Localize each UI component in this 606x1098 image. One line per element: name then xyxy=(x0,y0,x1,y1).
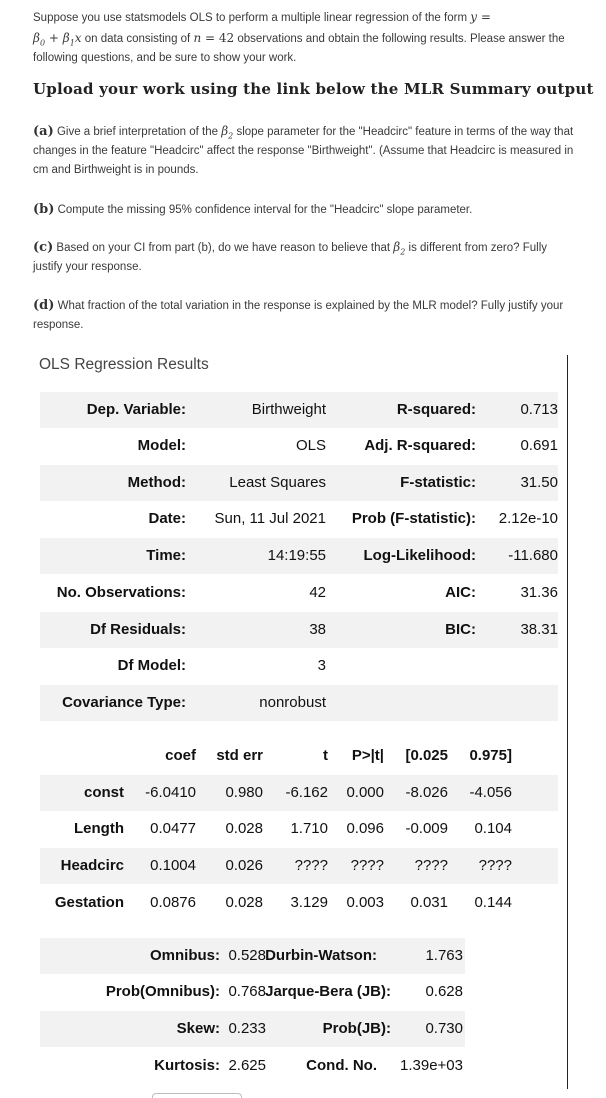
coef-value: 0.028 xyxy=(225,894,263,911)
summary-value-left: 14:19:55 xyxy=(267,547,326,564)
coef-value: 0.031 xyxy=(410,894,448,911)
coef-value: -4.056 xyxy=(469,784,512,801)
model-formula: y = $\beta_0 + \beta_1x$ xyxy=(33,10,491,47)
coef-value: 0.026 xyxy=(225,857,263,874)
summary-label-left: Date: xyxy=(148,510,186,527)
summary-value-left: Least Squares xyxy=(229,474,326,491)
summary-label-left: Df Model: xyxy=(117,657,186,674)
diag-value-right: 0.730 xyxy=(425,1020,463,1037)
coef-header: std err xyxy=(216,747,263,764)
diag-value-left: 2.625 xyxy=(228,1057,266,1074)
summary-value-right: 31.50 xyxy=(520,474,558,491)
summary-label-left: Df Residuals: xyxy=(90,621,186,638)
diag-value-right: 0.628 xyxy=(425,983,463,1000)
summary-row xyxy=(40,465,558,501)
summary-row xyxy=(40,428,558,464)
coef-value-missing: ???? xyxy=(414,857,448,874)
coef-name: Length xyxy=(74,820,124,837)
coef-value: 0.003 xyxy=(346,894,384,911)
coef-row xyxy=(40,775,558,811)
question-b-label: (b) xyxy=(33,202,55,217)
summary-row xyxy=(40,612,558,648)
coef-value: 0.104 xyxy=(474,820,512,837)
diag-label-right: Prob(JB): xyxy=(322,1020,391,1037)
coef-value: 0.1004 xyxy=(150,857,196,874)
summary-row xyxy=(40,685,558,721)
coef-value: -0.009 xyxy=(405,820,448,837)
summary-value-right: 0.691 xyxy=(520,437,558,454)
diag-value-left: 0.233 xyxy=(228,1020,266,1037)
coef-header: 0.975] xyxy=(469,747,512,764)
summary-label-right: R-squared: xyxy=(396,401,476,418)
diag-label-left: Skew: xyxy=(176,1020,220,1037)
diagnostics-row xyxy=(40,1011,465,1047)
diagnostics-row xyxy=(40,938,465,974)
coef-value: -6.162 xyxy=(285,784,328,801)
output-border xyxy=(567,355,568,1089)
ols-title: OLS Regression Results xyxy=(39,356,209,373)
question-a xyxy=(33,122,578,180)
summary-row xyxy=(40,392,558,428)
summary-label-left: Method: xyxy=(127,474,186,491)
question-c xyxy=(33,238,578,277)
summary-label-left: Covariance Type: xyxy=(62,694,186,711)
coef-value: 0.980 xyxy=(225,784,263,801)
coef-value: 0.0477 xyxy=(150,820,196,837)
coef-row xyxy=(40,848,558,884)
summary-row xyxy=(40,501,558,537)
summary-row xyxy=(40,538,558,574)
summary-row xyxy=(40,575,558,611)
summary-label-right: Prob (F-statistic): xyxy=(351,510,476,527)
summary-value-right: 31.36 xyxy=(520,584,558,601)
summary-label-left: Dep. Variable: xyxy=(86,401,186,418)
question-b-text: Compute the missing 95% confidence interval for the "Headcirc" slope parameter. xyxy=(57,204,473,216)
upload-heading: Upload your work using the link below the MLR Summary output xyxy=(33,80,594,98)
question-a-label: (a) xyxy=(33,124,54,139)
coef-value: -6.0410 xyxy=(145,784,196,801)
intro-text-3: observations and obtain the following results. Please answer the following questions, and be sure to show your work. xyxy=(33,32,565,64)
diag-label-left: Prob(Omnibus): xyxy=(105,983,220,1000)
question-d xyxy=(33,296,578,335)
summary-value-left: 42 xyxy=(309,584,326,601)
summary-label-left: No. Observations: xyxy=(56,584,186,601)
summary-label-right: Log-Likelihood: xyxy=(363,547,476,564)
summary-value-left: OLS xyxy=(295,437,326,454)
coef-row xyxy=(40,885,558,921)
diag-label-right: Cond. No. xyxy=(306,1057,377,1074)
coef-name: Headcirc xyxy=(60,857,124,874)
coef-value: 0.028 xyxy=(225,820,263,837)
summary-value-left: Sun, 11 Jul 2021 xyxy=(214,510,326,527)
coef-value: -8.026 xyxy=(405,784,448,801)
question-b xyxy=(33,200,578,220)
coef-value: 0.000 xyxy=(346,784,384,801)
question-d-text: What fraction of the total variation in the response is explained by the MLR model? Fully justify your response. xyxy=(33,300,564,331)
summary-value-left: 38 xyxy=(309,621,326,638)
coef-header: P>|t| xyxy=(351,747,384,764)
n-expression: n = 42 xyxy=(193,30,235,45)
coef-header: coef xyxy=(165,747,196,764)
coef-header-row xyxy=(40,738,558,774)
coef-name: Gestation xyxy=(54,894,124,911)
coef-header: t xyxy=(323,747,328,764)
summary-row xyxy=(40,648,558,684)
question-a-text: Give a brief interpretation of the $\beta_2$ slope parameter for the "Headcirc" feature in terms of the way that changes in the feature "Headcirc" affect the response "Birthweight". (Assume that Headcirc is measured in cm and Birthweight is in pounds. xyxy=(33,124,574,176)
diag-value-right: 1.763 xyxy=(425,947,463,964)
question-d-label: (d) xyxy=(33,298,55,313)
intro-text-2: on data consisting of xyxy=(81,32,194,45)
diag-label-left: Kurtosis: xyxy=(154,1057,220,1074)
summary-value-right: 2.12e-10 xyxy=(498,510,558,527)
coef-row xyxy=(40,811,558,847)
coef-value: 3.129 xyxy=(290,894,328,911)
summary-label-right: BIC: xyxy=(445,621,476,638)
summary-label-right: F-statistic: xyxy=(400,474,476,491)
summary-value-left: 3 xyxy=(317,657,326,674)
diag-label-right: Durbin-Watson: xyxy=(265,947,377,964)
intro-text-1: Suppose you use statsmodels OLS to perform a multiple linear regression of the form xyxy=(33,12,471,24)
coef-value: 0.096 xyxy=(346,820,384,837)
summary-label-left: Model: xyxy=(137,437,186,454)
summary-label-right: Adj. R-squared: xyxy=(364,437,476,454)
coef-value: 1.710 xyxy=(290,820,328,837)
diag-label-right: Jarque-Bera (JB): xyxy=(265,983,391,1000)
summary-value-right: 38.31 xyxy=(520,621,558,638)
upload-link-button[interactable] xyxy=(152,1093,242,1098)
coef-header: [0.025 xyxy=(405,747,448,764)
coef-value-missing: ???? xyxy=(294,857,328,874)
summary-value-right: 0.713 xyxy=(520,401,558,418)
summary-value-left: nonrobust xyxy=(259,694,326,711)
diag-label-left: Omnibus: xyxy=(150,947,220,964)
summary-label-left: Time: xyxy=(146,547,186,564)
question-c-label: (c) xyxy=(33,240,54,255)
diag-value-left: 0.768 xyxy=(228,983,266,1000)
summary-value-left: Birthweight xyxy=(251,401,326,418)
coef-value: 0.0876 xyxy=(150,894,196,911)
summary-value-right: -11.680 xyxy=(508,547,558,564)
question-c-text: Based on your CI from part (b), do we have reason to believe that $\beta_2$ is different from zero? Fully justify your response. xyxy=(33,240,548,273)
coef-value-missing: ???? xyxy=(350,857,384,874)
diagnostics-row xyxy=(40,974,465,1010)
diag-value-right: 1.39e+03 xyxy=(400,1057,463,1074)
coef-value: 0.144 xyxy=(474,894,512,911)
coef-name: const xyxy=(83,784,124,801)
diagnostics-row xyxy=(40,1048,465,1084)
coef-value-missing: ???? xyxy=(478,857,512,874)
intro-paragraph xyxy=(33,8,578,69)
diag-value-left: 0.528 xyxy=(228,947,266,964)
summary-label-right: AIC: xyxy=(445,584,476,601)
